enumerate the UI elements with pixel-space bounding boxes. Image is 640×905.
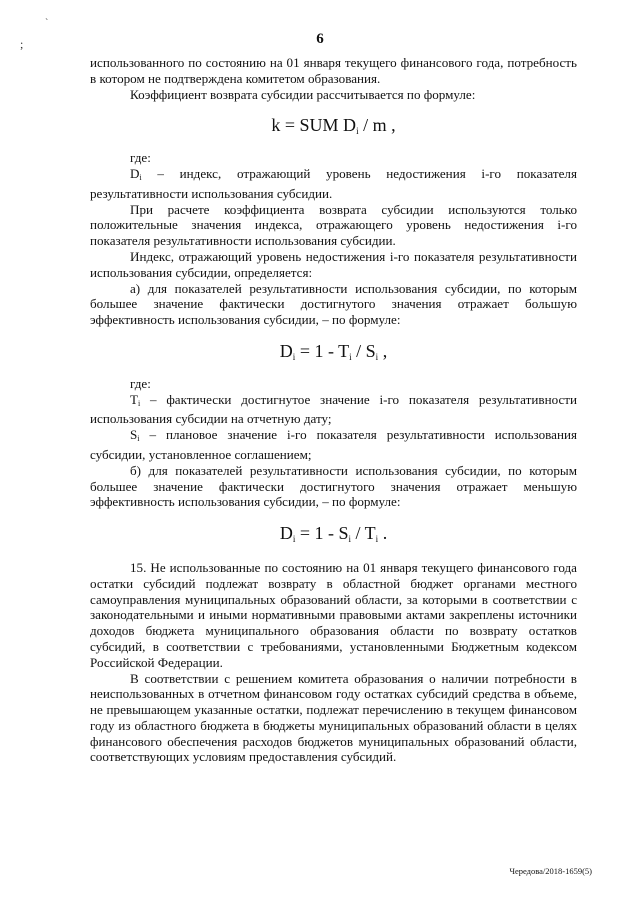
paragraph: б) для показателей результативности использования субсидии, по которым большее значение фактически достигнутого значения отражает меньшую эффективность использования субсидии, – по формуле:	[90, 462, 577, 510]
where-label: где:	[130, 150, 151, 166]
formula-di-b: $D_i = 1 - S_i / T_i$ .	[279, 523, 388, 545]
paragraph: При расчете коэффициента возврата субсидии используются только положительные значения индекса, отражающего уровень недостижения i-го показателя результативности использования субсидии.	[90, 201, 577, 249]
paragraph-15: 15. Не использованные по состоянию на 01 января текущего финансового года остатки субсидий подлежат возврату в областной бюджет органами местного самоуправления муниципальных образований области, за которыми в соответствии с законодательными и иными нормативными правовыми актами закреплены источники доходов бюджета муниципального образования области по возврату остатков субсидий, в соответствии с требованиями, установленными Бюджетным кодексом Российской Федерации.	[90, 559, 577, 670]
paragraph: В соответствии с решением комитета образования о наличии потребности в неиспользованных в отчетном финансовом году остатках субсидий средства в объеме, не превышающем указанные остатки, подлежат перечислению в текущем финансовом году из областного бюджета в бюджеты муниципальных образований области в целях финансового обеспечения расходов бюджетов муниципальных образований области, соответствующих условиям предоставления субсидий.	[90, 670, 577, 765]
page-number: 6	[316, 31, 324, 47]
paragraph: использованного по состоянию на 01 января текущего финансового года, потребность в котором не подтверждена комитетом образования.	[90, 55, 577, 86]
definition-si: $S_i$ – плановое значение i-го показателя результативности использования субсидии, установленное соглашением;	[90, 427, 577, 462]
document-footer: Чередова/2018-1659(5)	[509, 866, 592, 876]
formula-di-a: $D_i = 1 - T_i / S_i$ ,	[279, 340, 388, 362]
where-label: где:	[130, 375, 151, 391]
margin-mark: `	[45, 18, 49, 29]
paragraph: Индекс, отражающий уровень недостижения i-го показателя результативности использования субсидии, определяется:	[90, 248, 577, 280]
definition-di: $D_i$ – индекс, отражающий уровень недостижения i-го показателя результативности использования субсидии.	[90, 165, 577, 201]
paragraph: Коэффициент возврата субсидии рассчитывается по формуле:	[130, 86, 476, 102]
definition-ti: $T_i$ – фактически достигнутое значение i-го показателя результативности использования субсидии на отчетную дату;	[90, 391, 577, 427]
margin-mark: ;	[20, 37, 24, 51]
formula-k: k = SUM $D_i$ / m ,	[271, 115, 396, 137]
document-body	[90, 55, 577, 765]
paragraph: а) для показателей результативности использования субсидии, по которым большее значение фактически достигнутого значения отражает большую эффективность использования субсидии, – по формуле:	[90, 280, 577, 328]
